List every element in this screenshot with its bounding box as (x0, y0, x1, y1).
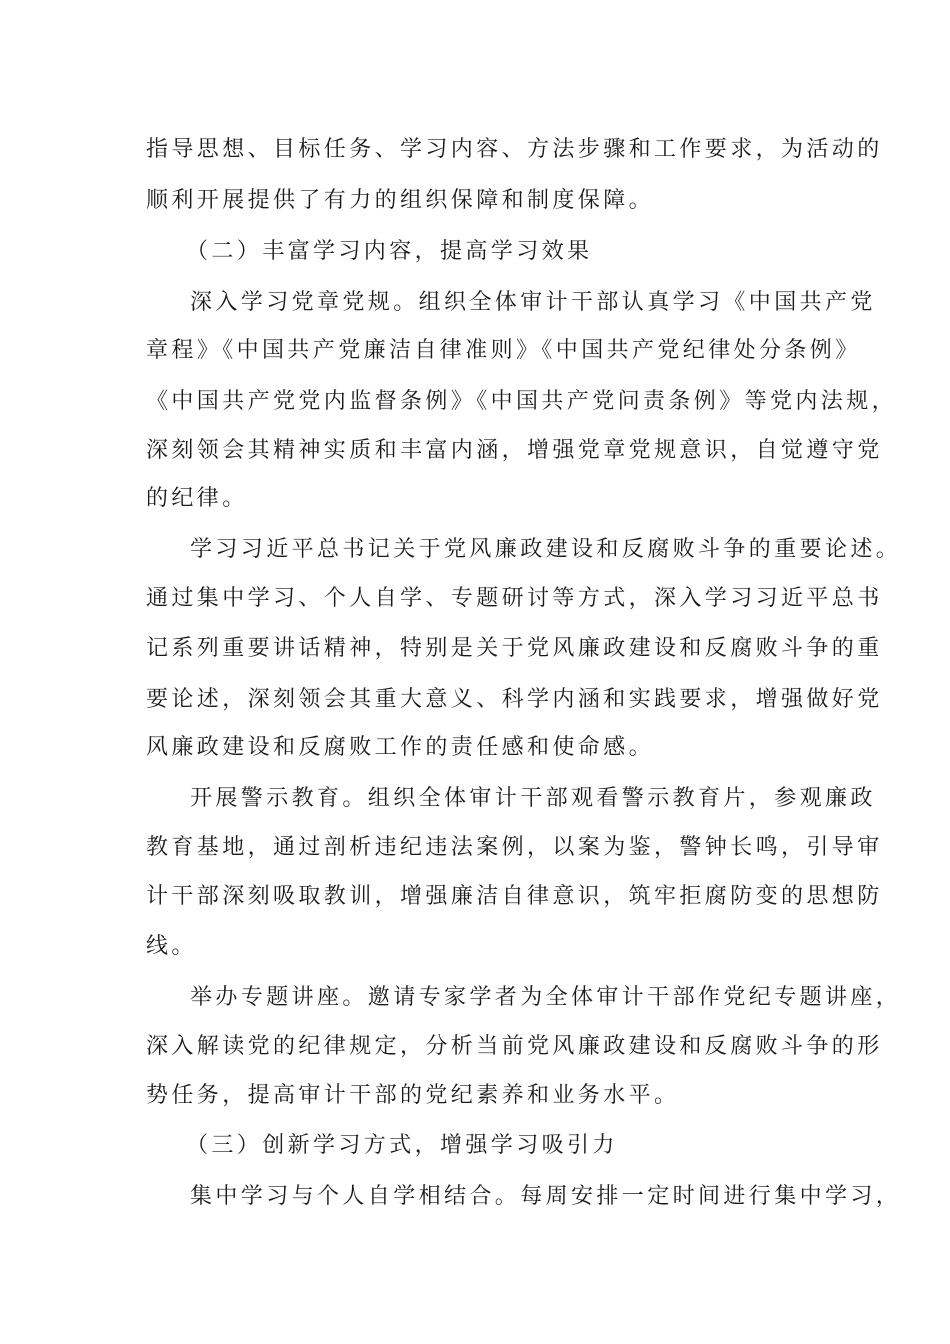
section-heading: （三）创新学习方式，增强学习吸引力 (186, 1133, 618, 1158)
body-text-line: 线。 (146, 934, 197, 959)
body-text-line: 通过集中学习、个人自学、专题研讨等方式，深入学习习近平总书 (146, 586, 883, 611)
body-text-line: 势任务，提高审计干部的党纪素养和业务水平。 (146, 1083, 680, 1108)
body-text-line: 的纪律。 (146, 486, 248, 511)
body-text-line: 顺利开展提供了有力的组织保障和制度保障。 (146, 188, 655, 213)
body-text-line: 指导思想、目标任务、学习内容、方法步骤和工作要求，为活动的 (146, 137, 883, 162)
body-text-line: 集中学习与个人自学相结合。每周安排一定时间进行集中学习， (190, 1184, 902, 1209)
body-text-line: 记系列重要讲话精神，特别是关于党风廉政建设和反腐败斗争的重 (146, 636, 883, 661)
body-text-line: 《中国共产党党内监督条例》《中国共产党问责条例》等党内法规， (146, 389, 898, 414)
body-text-line: 深入解读党的纪律规定，分析当前党风廉政建设和反腐败斗争的形 (146, 1034, 883, 1059)
body-text-line: 深刻领会其精神实质和丰富内涵，增强党章党规意识，自觉遵守党 (146, 438, 883, 463)
body-text-line: 教育基地，通过剖析违纪违法案例，以案为鉴，警钟长鸣，引导审 (146, 835, 883, 860)
body-text-line: 计干部深刻吸取教训，增强廉洁自律意识，筑牢拒腐防变的思想防 (146, 884, 883, 909)
body-text-line: 深入学习党章党规。组织全体审计干部认真学习《中国共产党 (190, 290, 876, 315)
body-text-line: 风廉政建设和反腐败工作的责任感和使命感。 (146, 735, 655, 760)
body-text-line: 章程》《中国共产党廉洁自律准则》《中国共产党纪律处分条例》 (146, 338, 861, 363)
body-text-line: 要论述，深刻领会其重大意义、科学内涵和实践要求，增强做好党 (146, 687, 883, 712)
body-text-line: 开展警示教育。组织全体审计干部观看警示教育片，参观廉政 (190, 786, 876, 811)
body-text-line: 学习习近平总书记关于党风廉政建设和反腐败斗争的重要论述。 (190, 537, 902, 562)
body-text-line: 举办专题讲座。邀请专家学者为全体审计干部作党纪专题讲座， (190, 985, 902, 1010)
section-heading: （二）丰富学习内容，提高学习效果 (186, 239, 593, 264)
